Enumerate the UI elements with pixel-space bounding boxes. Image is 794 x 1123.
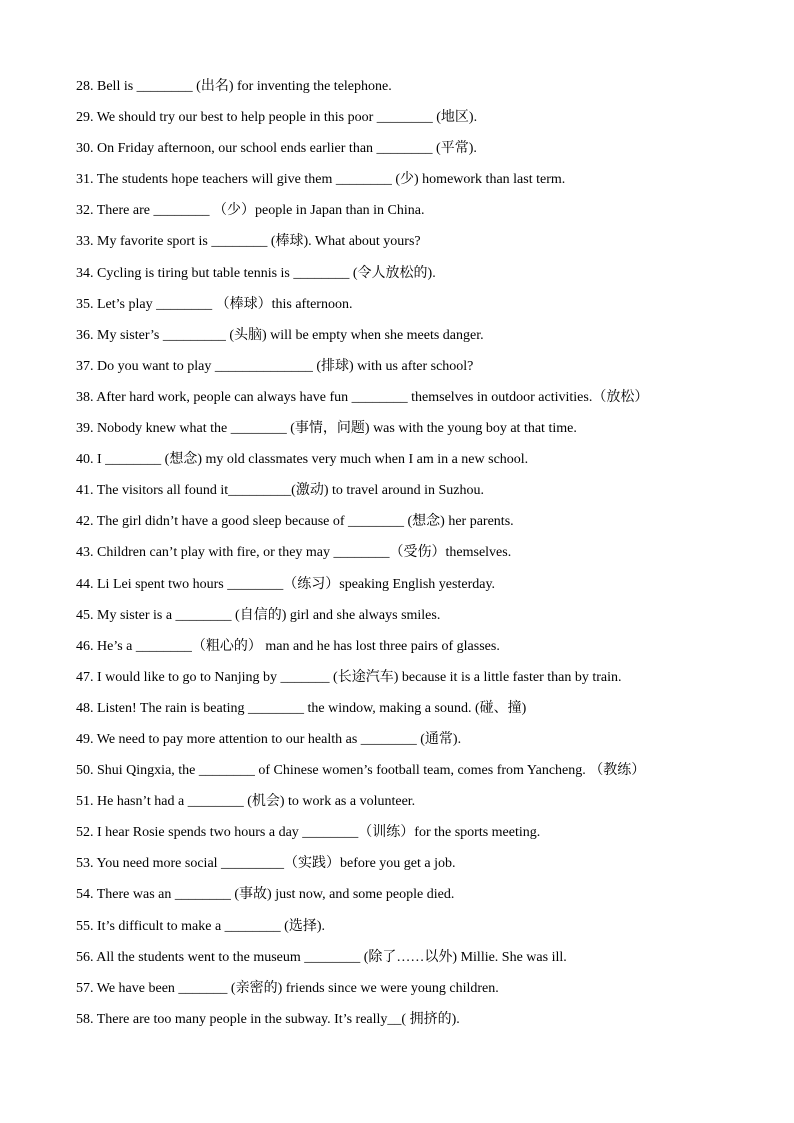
exercise-number: 28.	[76, 79, 94, 94]
exercise-number: 41.	[76, 483, 94, 499]
exercise-text: On Friday afternoon, our school ends earlier than ________ (平常).	[97, 141, 477, 157]
exercise-text: I would like to go to Nanjing by _______ (长途汽车) because it is a little faster than by train.	[97, 669, 622, 685]
exercise-item	[76, 978, 726, 1009]
exercise-number: 34.	[76, 265, 94, 281]
exercise-text: He hasn’t had a ________ (机会) to work as a volunteer.	[97, 794, 416, 810]
exercise-number: 29.	[76, 110, 94, 126]
exercise-item	[76, 605, 726, 636]
exercise-item	[76, 480, 726, 511]
exercise-text: My sister’s _________ (头脑) will be empty when she meets danger.	[97, 327, 484, 343]
exercise-item	[76, 636, 726, 667]
exercise-number: 54.	[76, 887, 94, 903]
exercise-text: Bell is ________ (出名) for inventing the telephone.	[97, 79, 392, 94]
exercise-text: Do you want to play ______________ (排球) with us after school?	[97, 358, 474, 374]
exercise-number: 50.	[76, 763, 94, 779]
exercise-item	[76, 169, 726, 200]
exercise-item	[76, 822, 726, 853]
exercise-text: Nobody knew what the ________ (事情，问题) was with the young boy at that time.	[97, 421, 577, 437]
exercise-text: I hear Rosie spends two hours a day ________（训练）for the sports meeting.	[97, 825, 541, 841]
exercise-number: 42.	[76, 514, 94, 530]
exercise-number: 58.	[76, 1011, 94, 1027]
exercise-number: 38.	[76, 389, 94, 405]
exercise-text: He’s a ________（粗心的） man and he has lost three pairs of glasses.	[97, 638, 500, 654]
exercise-text: Shui Qingxia, the ________ of Chinese women’s football team, comes from Yancheng. （教练）	[97, 763, 646, 779]
exercise-number: 52.	[76, 825, 94, 841]
exercise-item	[76, 574, 726, 605]
exercise-item	[76, 325, 726, 356]
exercise-item	[76, 698, 726, 729]
exercise-number: 39.	[76, 421, 94, 437]
exercise-text: The girl didn’t have a good sleep because of ________ (想念) her parents.	[96, 514, 514, 530]
exercise-text: The students hope teachers will give them ________ (少) homework than last term.	[96, 172, 566, 188]
exercise-text: The visitors all found it_________(激动) to travel around in Suzhou.	[96, 483, 485, 499]
exercise-item	[76, 418, 726, 449]
exercise-item	[76, 1009, 726, 1040]
exercise-number: 43.	[76, 545, 94, 561]
exercise-text: All the students went to the museum ________ (除了……以外) Millie. She was ill.	[96, 949, 567, 965]
exercise-number: 33.	[76, 234, 94, 250]
exercise-number: 30.	[76, 141, 94, 157]
exercise-text: Li Lei spent two hours ________（练习）speaking English yesterday.	[97, 576, 496, 592]
exercise-text: Let’s play ________ （棒球）this afternoon.	[97, 296, 353, 312]
exercise-text: There was an ________ (事故) just now, and some people died.	[96, 887, 455, 903]
exercise-number: 35.	[76, 296, 94, 312]
exercise-item	[76, 853, 726, 884]
exercise-number: 56.	[76, 949, 94, 965]
exercise-item	[76, 200, 726, 231]
exercise-item	[76, 947, 726, 978]
exercise-number: 55.	[76, 918, 94, 934]
exercise-item	[76, 542, 726, 573]
exercise-item	[76, 791, 726, 822]
exercise-number: 37.	[76, 358, 94, 374]
exercise-text: There are ________ （少）people in Japan than in China.	[96, 203, 425, 219]
exercise-item	[76, 884, 726, 915]
exercise-item	[76, 263, 726, 294]
exercise-text: We should try our best to help people in this poor ________ (地区).	[96, 110, 478, 126]
exercise-text: There are too many people in the subway. It’s really__( 拥挤的).	[96, 1011, 460, 1027]
exercise-item	[76, 760, 726, 791]
exercise-text: I ________ (想念) my old classmates very much when I am in a new school.	[97, 452, 529, 468]
exercise-item	[76, 294, 726, 325]
exercise-number: 53.	[76, 856, 94, 872]
exercise-item	[76, 76, 726, 107]
exercise-number: 46.	[76, 638, 94, 654]
exercise-text: After hard work, people can always have fun ________ themselves in outdoor activities.（放松）	[96, 389, 649, 405]
exercise-number: 36.	[76, 327, 94, 343]
exercise-text: My favorite sport is ________ (棒球). What about yours?	[97, 234, 421, 250]
exercise-text: My sister is a ________ (自信的) girl and she always smiles.	[97, 607, 441, 623]
exercise-item	[76, 729, 726, 760]
exercise-number: 49.	[76, 731, 94, 747]
exercise-item	[76, 916, 726, 947]
exercise-text: Cycling is tiring but table tennis is ________ (令人放松的).	[97, 265, 436, 281]
exercise-number: 44.	[76, 576, 94, 592]
exercise-number: 48.	[76, 700, 94, 716]
exercise-number: 40.	[76, 452, 94, 468]
exercise-text: We need to pay more attention to our health as ________ (通常).	[96, 731, 462, 747]
exercise-number: 45.	[76, 607, 94, 623]
exercise-number: 57.	[76, 980, 94, 996]
exercise-item	[76, 356, 726, 387]
exercise-item	[76, 667, 726, 698]
exercise-number: 51.	[76, 794, 94, 810]
exercise-item	[76, 511, 726, 542]
exercise-item	[76, 107, 726, 138]
exercise-number: 32.	[76, 203, 94, 219]
exercise-number: 31.	[76, 172, 94, 188]
exercise-item	[76, 387, 726, 418]
exercise-text: Children can’t play with fire, or they may ________（受伤）themselves.	[97, 545, 512, 561]
exercise-text: You need more social _________（实践）before you get a job.	[96, 856, 456, 872]
exercise-item	[76, 231, 726, 262]
exercise-list	[76, 76, 726, 1040]
exercise-text: We have been _______ (亲密的) friends since we were young children.	[96, 980, 499, 996]
exercise-text: Listen! The rain is beating ________ the window, making a sound. (碰、撞)	[97, 700, 527, 716]
exercise-item	[76, 449, 726, 480]
exercise-item	[76, 138, 726, 169]
exercise-text: It’s difficult to make a ________ (选择).	[97, 918, 325, 934]
exercise-number: 47.	[76, 669, 94, 685]
